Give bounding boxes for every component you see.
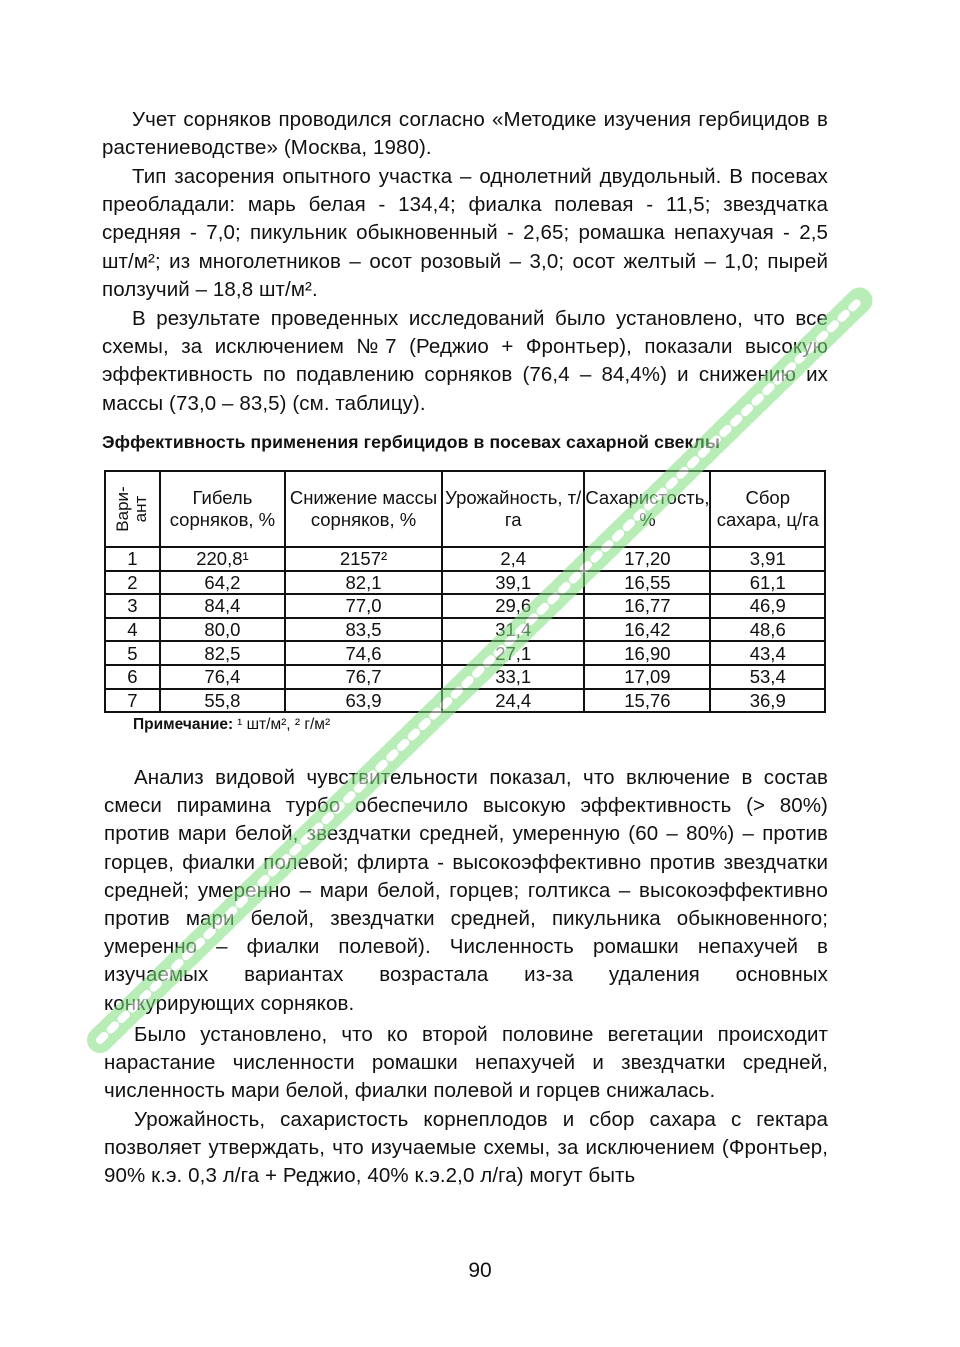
header-variant-label: Вари- ант <box>113 486 151 532</box>
cell-yield: 33,1 <box>442 665 584 689</box>
paragraph-text: В результате проведенных исследований было установлено, что все схемы, за исключением №7 (Реджио + Фронтьер), показали высокую эффективность по подавлению сорняков (76,4 – 84,4%) и снижению их массы (73,0 – 83,5) (см. таблицу). <box>102 307 828 415</box>
cell-weed-death: 82,5 <box>160 641 285 665</box>
cell-sugar-yield: 48,6 <box>710 618 825 642</box>
paragraph-6 <box>104 1106 828 1191</box>
paragraph-2 <box>102 163 828 304</box>
cell-variant: 3 <box>105 594 160 618</box>
paragraph-3 <box>102 305 828 418</box>
cell-yield: 27,1 <box>442 641 584 665</box>
cell-sugar-yield: 3,91 <box>710 547 825 571</box>
cell-sugar-content: 17,09 <box>584 665 710 689</box>
table-row <box>105 665 825 689</box>
cell-mass-reduction: 76,7 <box>285 665 442 689</box>
header-yield: Урожайность, т/га <box>442 471 584 547</box>
cell-mass-reduction: 77,0 <box>285 594 442 618</box>
header-variant <box>105 471 160 547</box>
table-row <box>105 594 825 618</box>
paragraph-5 <box>104 1021 828 1106</box>
cell-yield: 31,4 <box>442 618 584 642</box>
page-number: 90 <box>468 1259 492 1282</box>
cell-mass-reduction: 82,1 <box>285 571 442 595</box>
table-caption: Эффективность применения гербицидов в посевах сахарной свеклы <box>102 432 721 452</box>
cell-weed-death: 220,8¹ <box>160 547 285 571</box>
cell-mass-reduction: 2157² <box>285 547 442 571</box>
cell-variant: 1 <box>105 547 160 571</box>
header-sugar-content: Сахаристость, % <box>584 471 710 547</box>
table-row <box>105 689 825 713</box>
cell-mass-reduction: 63,9 <box>285 689 442 713</box>
cell-variant: 2 <box>105 571 160 595</box>
cell-mass-reduction: 74,6 <box>285 641 442 665</box>
paragraph-text: Урожайность, сахаристость корнеплодов и сбор сахара с гектара позволяет утверждать, что изучаемые схемы, за исключением (Фронтьер, 90% к.э. 0,3 л/га + Реджио, 40% к.э.2,0 л/га) могут быть <box>104 1108 828 1188</box>
cell-yield: 29,6 <box>442 594 584 618</box>
herbicide-efficiency-table <box>104 470 826 713</box>
cell-sugar-content: 16,77 <box>584 594 710 618</box>
paragraph-text: Тип засорения опытного участка – однолетний двудольный. В посевах преобладали: марь белая - 134,4; фиалка полевая - 11,5; звездчатка средняя - 7,0; пикульник обыкновенный - 2,65; ромашка непахучая - 2,5 шт/м²; из многолетников – осот розовый – 3,0; осот желтый – 1,0; пырей ползучий – 18,8 шт/м². <box>102 165 828 301</box>
cell-sugar-content: 15,76 <box>584 689 710 713</box>
header-weed-death: Гибель сорняков, % <box>160 471 285 547</box>
cell-sugar-yield: 43,4 <box>710 641 825 665</box>
paragraph-4 <box>104 764 828 1018</box>
table-note-label: Примечание: <box>133 716 234 733</box>
table-note <box>133 716 330 734</box>
cell-weed-death: 55,8 <box>160 689 285 713</box>
cell-sugar-content: 16,55 <box>584 571 710 595</box>
cell-variant: 6 <box>105 665 160 689</box>
cell-sugar-content: 16,42 <box>584 618 710 642</box>
cell-sugar-content: 16,90 <box>584 641 710 665</box>
paragraph-1 <box>102 106 828 162</box>
cell-weed-death: 76,4 <box>160 665 285 689</box>
cell-variant: 4 <box>105 618 160 642</box>
cell-yield: 24,4 <box>442 689 584 713</box>
cell-weed-death: 80,0 <box>160 618 285 642</box>
cell-variant: 5 <box>105 641 160 665</box>
paragraph-text: Анализ видовой чувствительности показал, что включение в состав смеси пирамина турбо обеспечило высокую эффективность (> 80%) против мари белой, звездчатки средней, умеренную (60 – 80%) – против горцев, фиалки полевой; флирта - высокоэффективно против звездчатки средней; умеренно – мари белой, горцев; голтикса – высокоэффективно против мари белой, звездчатки средней, пикульника обыкновенного; умеренно – фиалки полевой). Численность ромашки непахучей в изучаемых вариантах возрастала из-за удаления основных конкурирующих сорняков. <box>104 766 828 1015</box>
cell-sugar-yield: 36,9 <box>710 689 825 713</box>
paragraph-text: Учет сорняков проводился согласно «Методике изучения гербицидов в растениеводстве» (Москва, 1980). <box>102 108 828 160</box>
table-row <box>105 547 825 571</box>
table-header-row <box>105 471 825 547</box>
cell-yield: 39,1 <box>442 571 584 595</box>
cell-weed-death: 84,4 <box>160 594 285 618</box>
cell-sugar-content: 17,20 <box>584 547 710 571</box>
paragraph-text: Было установлено, что ко второй половине вегетации происходит нарастание численности ромашки непахучей и звездчатки средней, численность мари белой, фиалки полевой и горцев снижалась. <box>104 1023 828 1103</box>
table-row <box>105 641 825 665</box>
cell-yield: 2,4 <box>442 547 584 571</box>
table-note-text: ¹ шт/м², ² г/м² <box>237 716 331 733</box>
cell-sugar-yield: 61,1 <box>710 571 825 595</box>
cell-sugar-yield: 46,9 <box>710 594 825 618</box>
table-row <box>105 571 825 595</box>
table-row <box>105 618 825 642</box>
cell-sugar-yield: 53,4 <box>710 665 825 689</box>
header-sugar-yield: Сбор сахара, ц/га <box>710 471 825 547</box>
table-body <box>105 547 825 712</box>
cell-weed-death: 64,2 <box>160 571 285 595</box>
header-mass-reduction: Снижение массы сорняков, % <box>285 471 442 547</box>
cell-variant: 7 <box>105 689 160 713</box>
cell-mass-reduction: 83,5 <box>285 618 442 642</box>
